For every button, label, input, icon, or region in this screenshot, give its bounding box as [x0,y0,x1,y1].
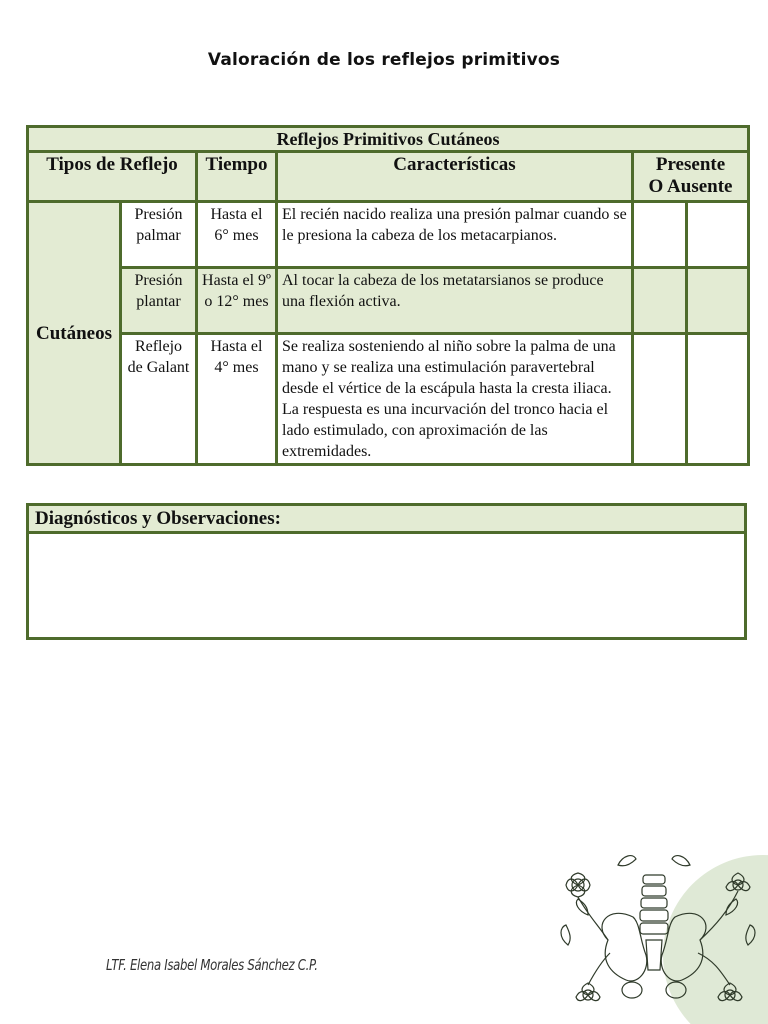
presente-checkbox-cell[interactable] [633,268,687,334]
table-row [28,334,749,465]
ausente-checkbox-cell[interactable] [687,334,749,465]
reflex-description: El recién nacido realiza una presión palmar cuando se le presiona la cabeza de los metacarpianos. [277,202,633,268]
header-tipos: Tipos de Reflejo [28,152,197,202]
header-caracteristicas: Características [277,152,633,202]
ausente-checkbox-cell[interactable] [687,202,749,268]
category-cell: Cutáneos [28,202,121,465]
table-caption: Reflejos Primitivos Cutáneos [28,127,749,152]
table-row [28,268,749,334]
reflex-time: Hasta el 4° mes [197,334,277,465]
reflex-description: Al tocar la cabeza de los metatarsianos se produce una flexión activa. [277,268,633,334]
diagnostics-input-area[interactable] [29,534,744,634]
author-signature: LTF. Elena Isabel Morales Sánchez C.P. [106,956,318,974]
reflex-name: Presión plantar [121,268,197,334]
diagnostics-box [26,503,747,640]
reflexes-table [26,125,750,466]
diagnostics-heading: Diagnósticos y Observaciones: [29,506,744,534]
header-presente-ausente [633,152,749,202]
table-row [28,202,749,268]
page-title: Valoración de los reflejos primitivos [207,50,561,70]
reflex-time: Hasta el 6° mes [197,202,277,268]
floral-pelvis-spine-illustration-icon [548,845,768,1024]
header-ausente: O Ausente [648,176,733,197]
presente-checkbox-cell[interactable] [633,202,687,268]
header-presente: Presente [655,154,726,175]
reflex-name: Reflejo de Galant [121,334,197,465]
reflex-description: Se realiza sosteniendo al niño sobre la palma de una mano y se realiza una estimulación paravertebral desde el vértice de la escápula hasta la cresta iliaca. La respuesta es una incurvación del tronco hacia el lado estimulado, con aproximación de las extremidades. [277,334,633,465]
header-tiempo: Tiempo [197,152,277,202]
ausente-checkbox-cell[interactable] [687,268,749,334]
reflex-name: Presión palmar [121,202,197,268]
presente-checkbox-cell[interactable] [633,334,687,465]
reflex-time: Hasta el 9º o 12° mes [197,268,277,334]
